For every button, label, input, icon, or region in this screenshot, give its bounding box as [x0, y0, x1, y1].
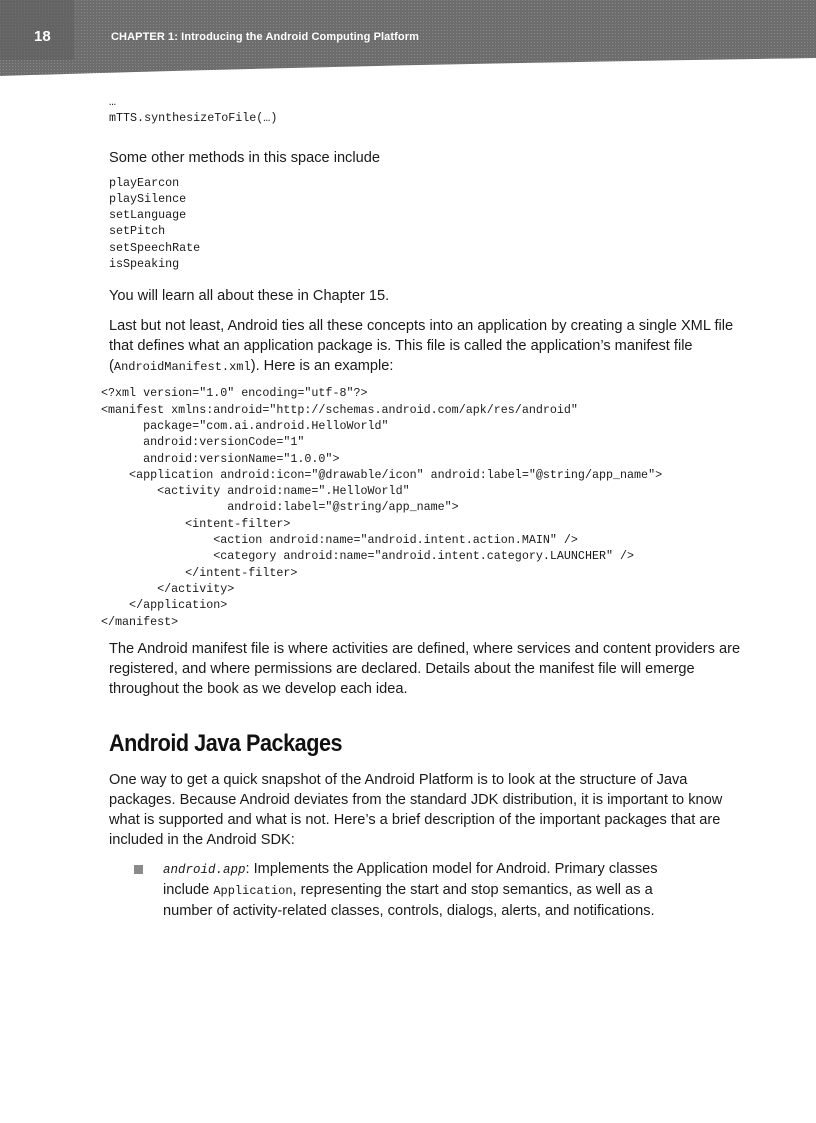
code-snippet-synthesize: … mTTS.synthesizeToFile(…) [109, 95, 278, 126]
page-body [101, 94, 749, 921]
manifest-intro-text-end: ). Here is an example: [250, 358, 394, 375]
paragraph-java-packages: One way to get a quick snapshot of the Android Platform is to look at the structure of Java packages. Because Android deviates from the standard JDK distribution, it is important to know what is supported and what is not. Here’s a brief description of the important packages that are included in the Android SDK: [109, 771, 723, 848]
paragraph-chapter15: You will learn all about these in Chapter 15. [109, 288, 390, 305]
bullet-text [163, 859, 683, 921]
code-method-list: playEarcon playSilence setLanguage setPitch setSpeechRate isSpeaking [109, 175, 201, 272]
section-heading: Android Java Packages [109, 729, 343, 757]
running-header [0, 0, 816, 78]
bullet-text-part1: : Implements the Application model for Android. Primary classes include [163, 860, 658, 898]
paragraph-other-methods: Some other methods in this space include [109, 149, 380, 166]
paragraph-manifest-intro [109, 316, 749, 377]
bullet-text-part2: , representing the start and stop semantics, as well as a number of activity-related classes, controls, dialogs, alerts, and notifications. [163, 881, 655, 919]
paragraph-manifest-description: The Android manifest file is where activities are defined, where services and content providers are registered, and where permissions are declared. Details about the manifest file will emerge throughout the book as we develop each idea. [109, 640, 741, 697]
package-name: android.app [163, 862, 246, 877]
manifest-intro-text: Last but not least, Android ties all these concepts into an application by creating a single XML file that defines what an application package is. This file is called the application’s manifest file ( [109, 318, 734, 375]
list-item [109, 859, 683, 921]
page-number: 18 [34, 28, 51, 45]
chapter-title: CHAPTER 1: Introducing the Android Computing Platform [111, 31, 419, 43]
code-manifest-example: <?xml version="1.0" encoding="utf-8"?> <manifest xmlns:android="http://schemas.android.com/apk/res/android" package="com.ai.android.HelloWorld" android:versionCode="1" android:versionName="1.0.0"> <application android:icon="@drawable/icon" android:label="@string/app_name"> <activity android:name=".HelloWorld" android:label="@string/app_name"> <intent-filter> <action android:name="android.intent.action.MAIN" /> <category android:name="android.intent.category.LAUNCHER" /> </intent-filter> </activity> </application> </manifest> [101, 386, 663, 629]
class-name: Application [213, 883, 293, 898]
bullet-square-icon [134, 865, 143, 874]
manifest-filename: AndroidManifest.xml [113, 360, 251, 375]
